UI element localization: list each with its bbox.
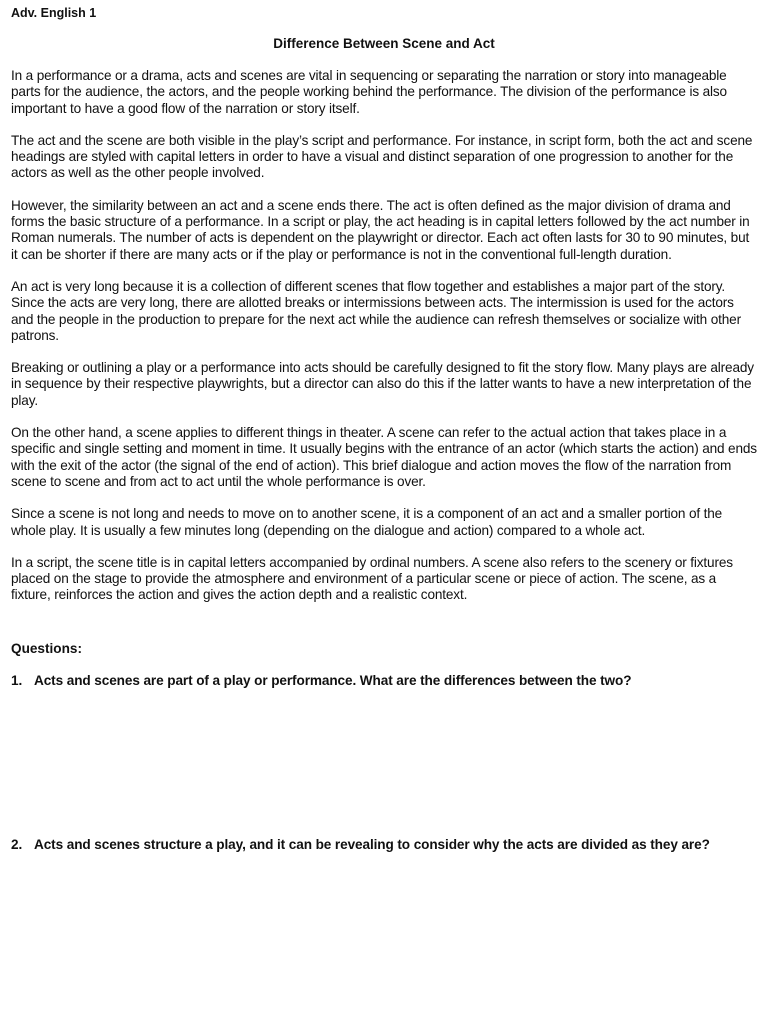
question-text: Acts and scenes structure a play, and it can be revealing to consider why the acts are divided as they are?	[34, 837, 710, 852]
question-text: Acts and scenes are part of a play or performance. What are the differences between the two?	[34, 673, 632, 688]
questions-heading: Questions:	[11, 641, 82, 656]
course-label: Adv. English 1	[11, 6, 97, 20]
document-body	[11, 68, 759, 620]
question-1	[11, 673, 759, 688]
paragraph-1: In a performance or a drama, acts and scenes are vital in sequencing or separating the narration or story into manageable parts for the audience, the actors, and the people working behind the performance. The division of the performance is also important to have a good flow of the narration or story itself.	[11, 68, 727, 116]
paragraph-2: The act and the scene are both visible in the play’s script and performance. For instance, in script form, both the act and scene headings are styled with capital letters in order to have a visual and distinct separation of one progression to another for the actors as well as the other people involved.	[11, 132, 753, 181]
paragraph-8: In a script, the scene title is in capital letters accompanied by ordinal numbers. A scene also refers to the scenery or fixtures placed on the stage to provide the atmosphere and environment of a particular scene or piece of action. The scene, as a fixture, reinforces the action and gives the action depth and a realistic context.	[11, 554, 733, 603]
paragraph-5: Breaking or outlining a play or a performance into acts should be carefully designed to fit the story flow. Many plays are already in sequence by their respective playwrights, but a director can also do this if the latter wants to have a new interpretation of the play.	[11, 360, 754, 408]
document-title: Difference Between Scene and Act	[273, 36, 495, 51]
question-number: 2.	[11, 837, 23, 852]
question-number: 1.	[11, 673, 23, 688]
question-2	[11, 837, 759, 852]
paragraph-4: An act is very long because it is a collection of different scenes that flow together and establishes a major part of the story. Since the acts are very long, there are allotted breaks or intermissions between acts. The intermission is used for the actors and the people in the production to prepare for the next act while the audience can refresh themselves or socialize with other patrons.	[11, 278, 741, 343]
paragraph-6: On the other hand, a scene applies to different things in theater. A scene can refer to the actual action that takes place in a specific and single setting and moment in time. It usually begins with the entrance of an actor (which starts the action) and ends with the exit of the actor (the signal of the end of action). This brief dialogue and action moves the flow of the narration from scene to scene and from act to act until the whole performance is over.	[11, 425, 757, 489]
paragraph-3: However, the similarity between an act and a scene ends there. The act is often defined as the major division of drama and forms the basic structure of a performance. In a script or play, the act heading is in capital letters followed by the act number in Roman numerals. The number of acts is dependent on the playwright or director. Each act often lasts for 30 to 90 minutes, but it can be shorter if there are many acts or if the play or performance is not in the conventional full-length duration.	[11, 197, 750, 262]
paragraph-7: Since a scene is not long and needs to move on to another scene, it is a component of an act and a smaller portion of the whole play. It is usually a few minutes long (depending on the dialogue and action) compared to a whole act.	[11, 506, 723, 538]
